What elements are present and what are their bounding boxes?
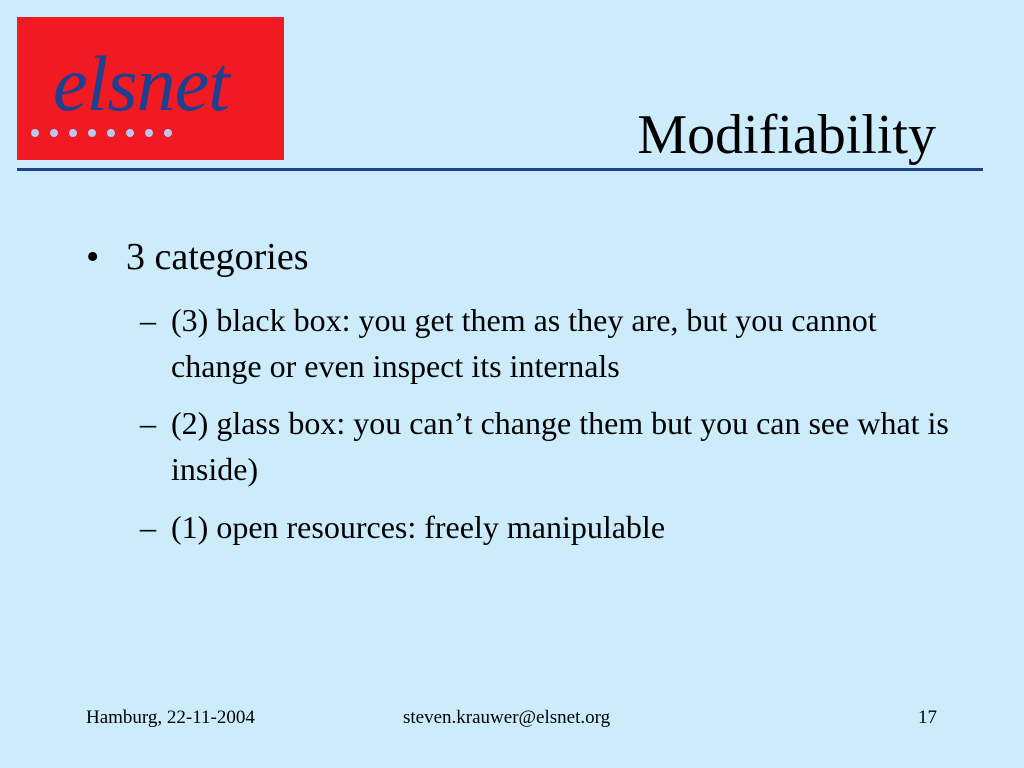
dash-marker: – [140, 509, 156, 545]
logo-dot [164, 129, 172, 137]
dash-marker: – [140, 405, 156, 441]
sub-item [140, 297, 960, 389]
bullet-marker: • [86, 236, 100, 278]
title-rule [17, 168, 983, 171]
logo-dots [31, 129, 172, 137]
footer-email: steven.krauwer@elsnet.org [403, 707, 611, 728]
sub-item-text: (1) open resources: freely manipulable [171, 509, 666, 545]
slide-title: Modifiability [637, 104, 936, 166]
sub-item [140, 400, 960, 492]
logo-dot [126, 129, 134, 137]
sub-item-text: (3) black box: you get them as they are, but you cannot change or even inspect its internals [171, 302, 877, 384]
logo-wordmark: elsnet [53, 40, 229, 127]
logo-dot [88, 129, 96, 137]
logo-dot [31, 129, 39, 137]
dash-marker: – [140, 302, 156, 338]
footer-location-date: Hamburg, 22-11-2004 [86, 707, 255, 728]
sub-item [140, 504, 960, 550]
logo-dot [145, 129, 153, 137]
bullet-text: 3 categories [126, 236, 309, 278]
logo-dot [50, 129, 58, 137]
footer-page-number: 17 [918, 707, 937, 728]
logo-dot [107, 129, 115, 137]
elsnet-logo [17, 17, 284, 160]
bullet-item [86, 233, 309, 281]
logo-dot [69, 129, 77, 137]
sub-item-text: (2) glass box: you can’t change them but you can see what is inside) [171, 405, 949, 487]
